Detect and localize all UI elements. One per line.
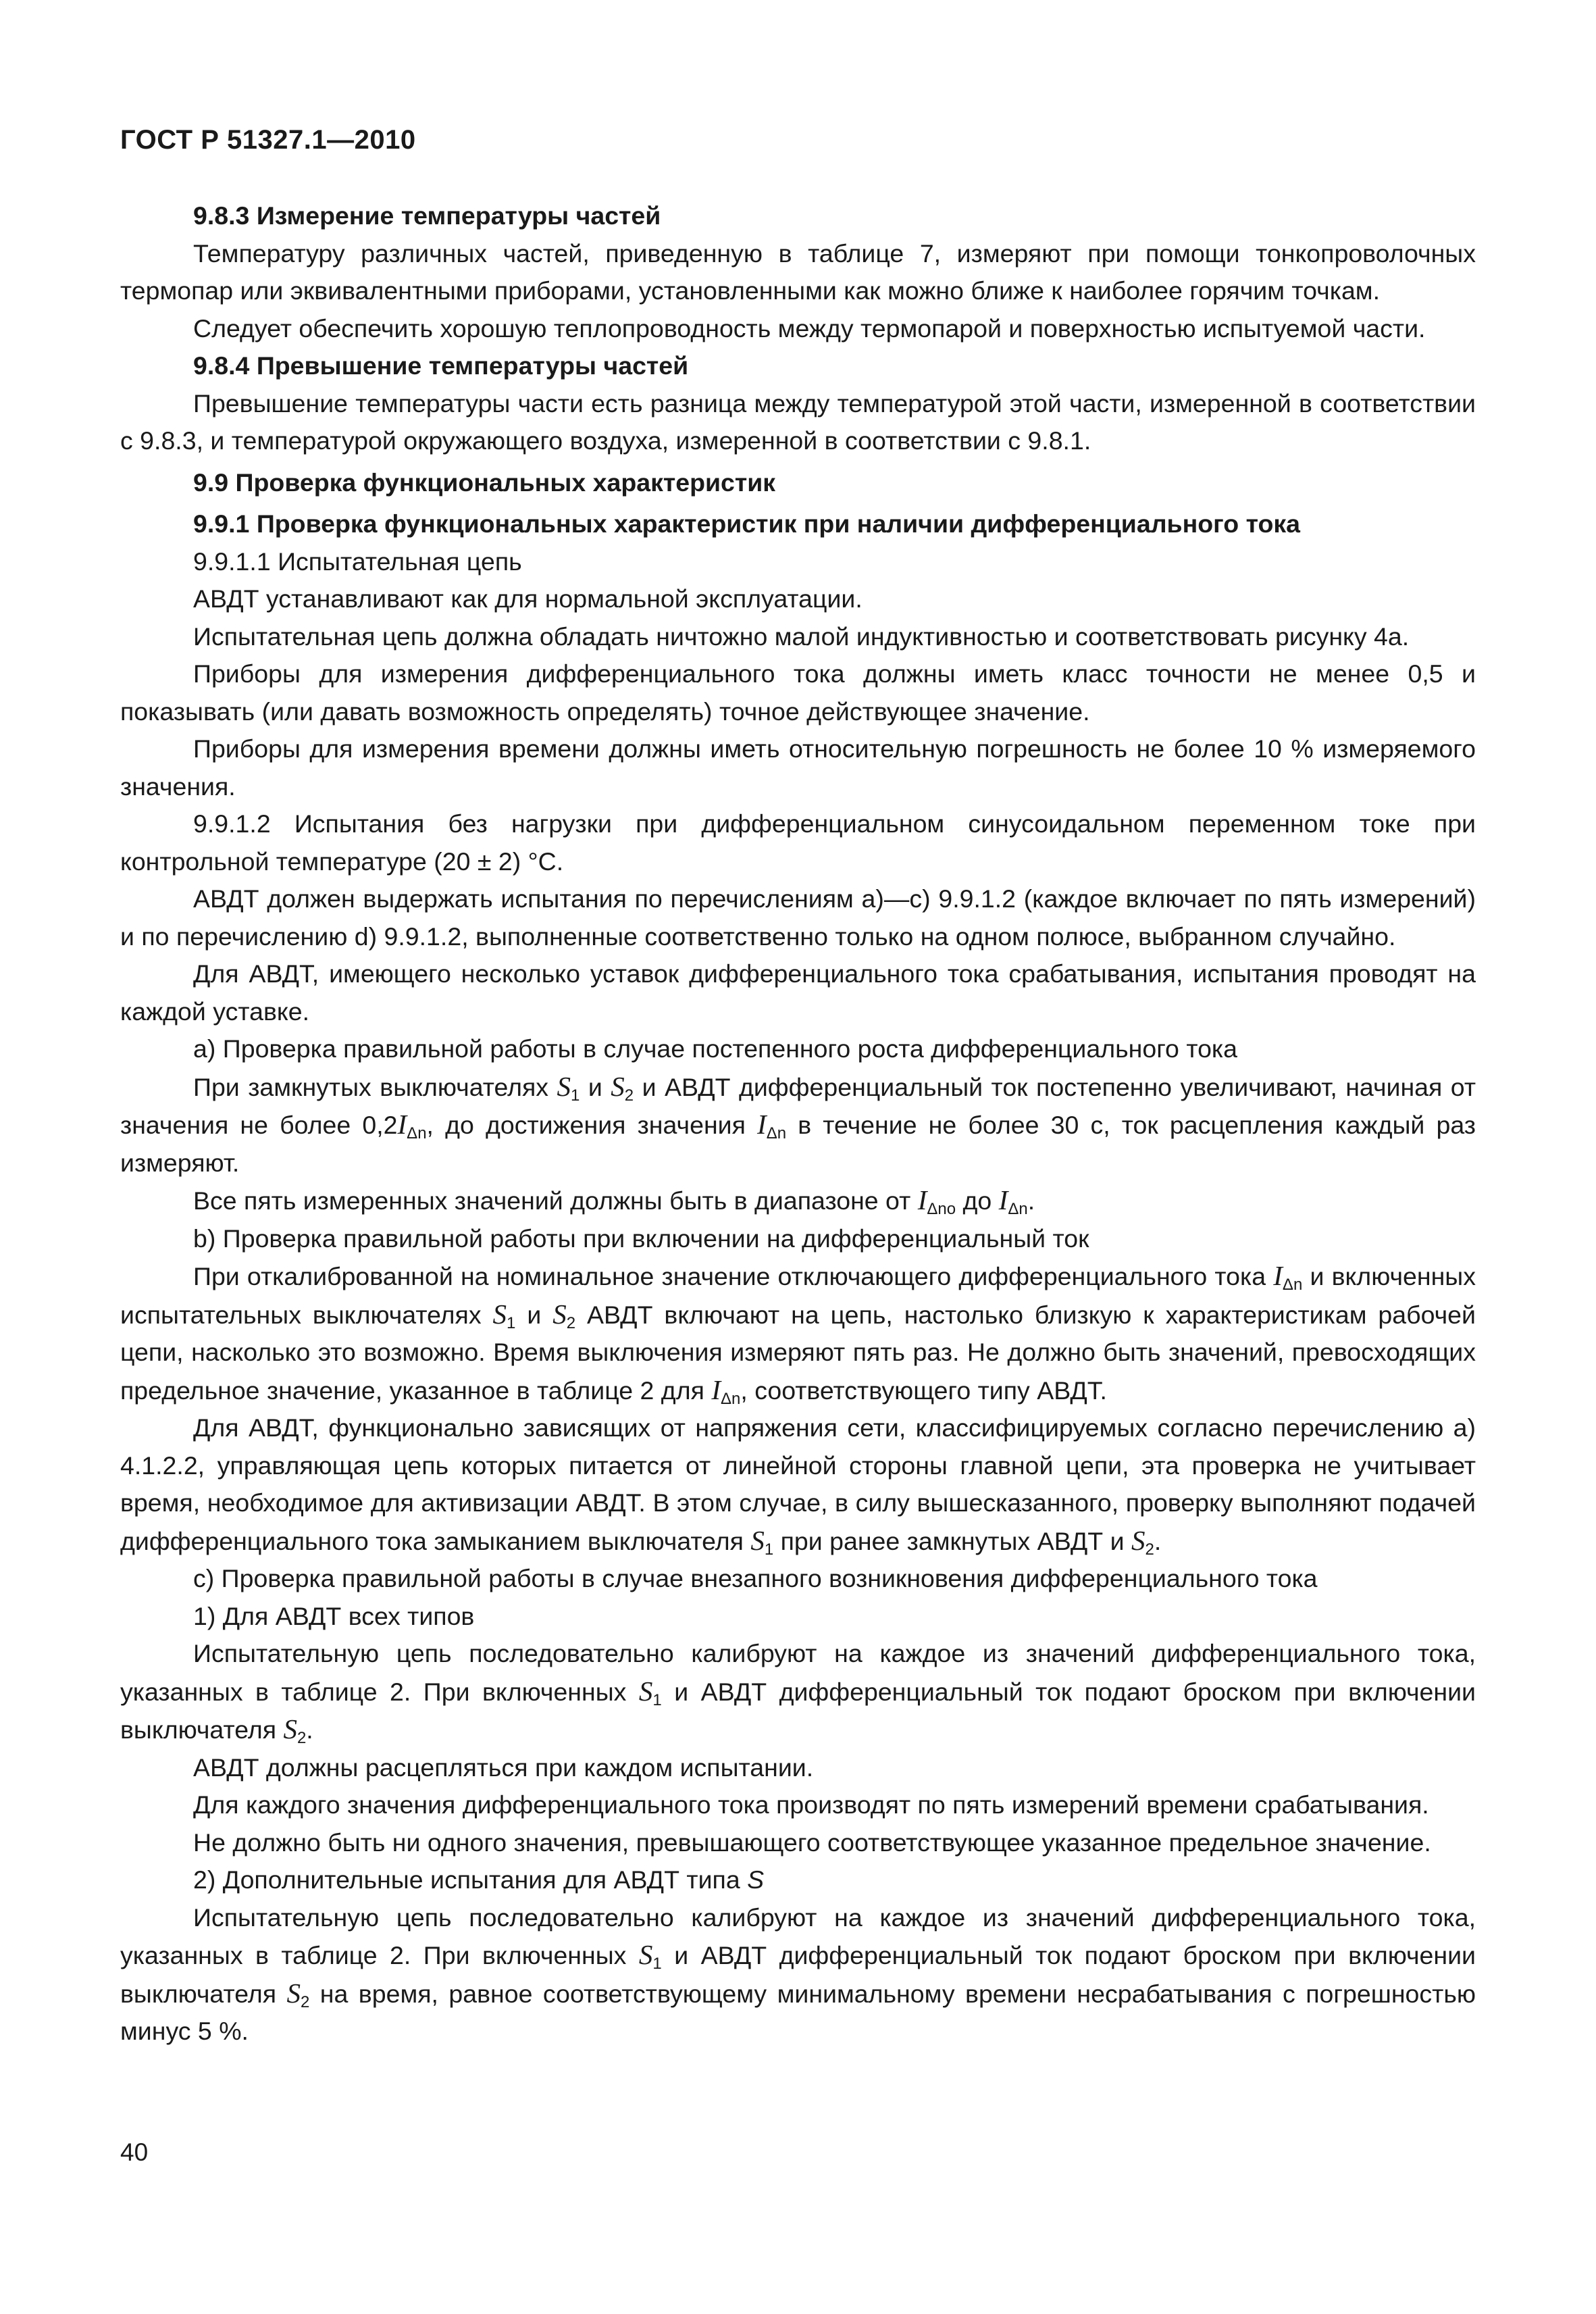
- document-header: ГОСТ Р 51327.1—2010: [120, 125, 416, 155]
- paragraph: Температуру различных частей, приведенную в таблице 7, измеряют при помощи тонкопроволочных термопар или эквивалентными приборами, установленными как можно ближе к наиболее горячим точкам.: [120, 238, 1476, 305]
- paragraph: Для АВДТ, имеющего несколько уставок дифференциального тока срабатывания, испытания проводят на каждой уставке.: [120, 959, 1476, 1026]
- section-title-9-9: 9.9 Проверка функциональных характеристик: [193, 468, 776, 497]
- item-c1-title: 1) Для АВДТ всех типов: [193, 1601, 475, 1630]
- symbol-s2: $S_2$: [286, 1977, 310, 2011]
- paragraph: Не должно быть ни одного значения, превышающего соответствующее указанное предельное значение.: [193, 1828, 1431, 1857]
- item-a-title: а) Проверка правильной работы в случае постепенного роста дифференциального тока: [193, 1034, 1238, 1063]
- paragraph: Приборы для измерения времени должны иметь относительную погрешность не более 10 % измеряемого значения.: [120, 734, 1476, 801]
- subsection-title-9-9-1-2: 9.9.1.2 Испытания без нагрузки при дифференциальном синусоидальном переменном токе при контрольной температуре (20 ± 2) °C.: [120, 809, 1476, 876]
- symbol-s2: $S_2$: [1131, 1524, 1154, 1559]
- symbol-s1: $S_1$: [750, 1524, 774, 1559]
- symbol-s1: $S_1$: [638, 1939, 662, 1973]
- section-title-9-8-3: 9.8.3 Измерение температуры частей: [193, 201, 661, 230]
- paragraph: Приборы для измерения дифференциального тока должны иметь класс точности не менее 0,5 и показывать (или давать возможность определять) точное действующее значение.: [120, 659, 1476, 726]
- symbol-s1: $S_1$: [557, 1070, 580, 1105]
- symbol-i-dn: $I_{\Delta n}$: [711, 1374, 741, 1408]
- subsection-title-9-9-1-1: 9.9.1.1 Испытательная цепь: [193, 547, 522, 576]
- paragraph: Испытательную цепь последовательно калибруют на каждое из значений дифференциального тока, указанных в таблице 2. При включенных $S_1$ и АВДТ дифференциальный ток подают броском при включении выключателя $S_2$ на время, равное соответствующему минимальному времени несрабатывания с погрешностью минус 5 %.: [120, 1903, 1476, 2045]
- symbol-i-dn: $I_{\Delta n}$: [998, 1184, 1028, 1219]
- paragraph: Для АВДТ, функционально зависящих от напряжения сети, классифицируемых согласно перечислению а) 4.1.2.2, управляющая цепь которых питается от линейной стороны главной цепи, эта проверка не учитывает время, необходимое для активизации АВДТ. В этом случае, в силу вышесказанного, проверку выполняют подачей дифференциального тока замыканием выключателя $S_1$ при ранее замкнутых АВДТ и $S_2$.: [120, 1413, 1476, 1559]
- paragraph: При откалиброванной на номинальное значение отключающего дифференциального тока $I_{\Delta n}$ и включенных испытательных выключателях $S_1$ и $S_2$ АВДТ включают на цепь, настолько близкую к характеристикам рабочей цепи, насколько это возможно. Время выключения измеряют пять раз. Не должно быть значений, превосходящих предельное значение, указанное в таблице 2 для $I_{\Delta n}$, соответствующего типу АВДТ.: [120, 1260, 1476, 1408]
- symbol-s1: $S_1$: [492, 1298, 516, 1332]
- symbol-s2: $S_2$: [611, 1070, 634, 1105]
- paragraph: АВДТ должны расцепляться при каждом испытании.: [193, 1753, 814, 1782]
- paragraph: Все пять измеренных значений должны быть в диапазоне от $I_{\Delta no}$ до $I_{\Delta n}$.: [193, 1184, 1035, 1219]
- item-c-title: с) Проверка правильной работы в случае внезапного возникновения дифференциального тока: [193, 1564, 1318, 1592]
- symbol-i-dno: $I_{\Delta no}$: [917, 1184, 956, 1219]
- paragraph: Следует обеспечить хорошую теплопроводность между термопарой и поверхностью испытуемой части.: [193, 313, 1426, 343]
- section-title-9-8-4: 9.8.4 Превышение температуры частей: [193, 351, 689, 380]
- item-b-title: b) Проверка правильной работы при включении на дифференциальный ток: [193, 1224, 1089, 1253]
- paragraph: Испытательную цепь последовательно калибруют на каждое из значений дифференциального тока, указанных в таблице 2. При включенных $S_1$ и АВДТ дифференциальный ток подают броском при включении выключателя $S_2$.: [120, 1639, 1476, 1748]
- symbol-s1: $S_1$: [638, 1675, 662, 1709]
- paragraph: Превышение температуры части есть разница между температурой этой части, измеренной в соответствии с 9.8.3, и температурой окружающего воздуха, измеренной в соответствии с 9.8.1.: [120, 388, 1476, 455]
- document-body: [120, 197, 1476, 2051]
- paragraph: АВДТ должен выдержать испытания по перечислениям а)—с) 9.9.1.2 (каждое включает по пять измерений) и по перечислению d) 9.9.1.2, выполненные соответственно только на одном полюсе, выбранном случайно.: [120, 884, 1476, 951]
- symbol-i-dn: $I_{\Delta n}$: [757, 1109, 787, 1143]
- paragraph: При замкнутых выключателях $S_1$ и $S_2$ и АВДТ дифференциальный ток постепенно увеличивают, начиная от значения не более $0,2I_{\Delta n}$, до достижения значения $I_{\Delta n}$ в течение не более 30 с, ток расцепления каждый раз измеряют.: [120, 1070, 1476, 1177]
- page-number: 40: [120, 2138, 149, 2166]
- symbol-i-dn: $I_{\Delta n}$: [1273, 1260, 1303, 1294]
- symbol-s2: $S_2$: [552, 1298, 576, 1332]
- item-c2-title: 2) Дополнительные испытания для АВДТ типа S: [193, 1865, 765, 1894]
- section-title-9-9-1: 9.9.1 Проверка функциональных характеристик при наличии дифференциального тока: [193, 509, 1300, 538]
- paragraph: АВДТ устанавливают как для нормальной эксплуатации.: [193, 584, 863, 613]
- paragraph: Для каждого значения дифференциального тока производят по пять измерений времени срабатывания.: [193, 1790, 1429, 1819]
- symbol-s2: $S_2$: [283, 1713, 307, 1748]
- symbol-i-dn: $I_{\Delta n}$: [397, 1109, 427, 1143]
- paragraph: Испытательная цепь должна обладать ничтожно малой индуктивностью и соответствовать рисунку 4а.: [193, 622, 1410, 651]
